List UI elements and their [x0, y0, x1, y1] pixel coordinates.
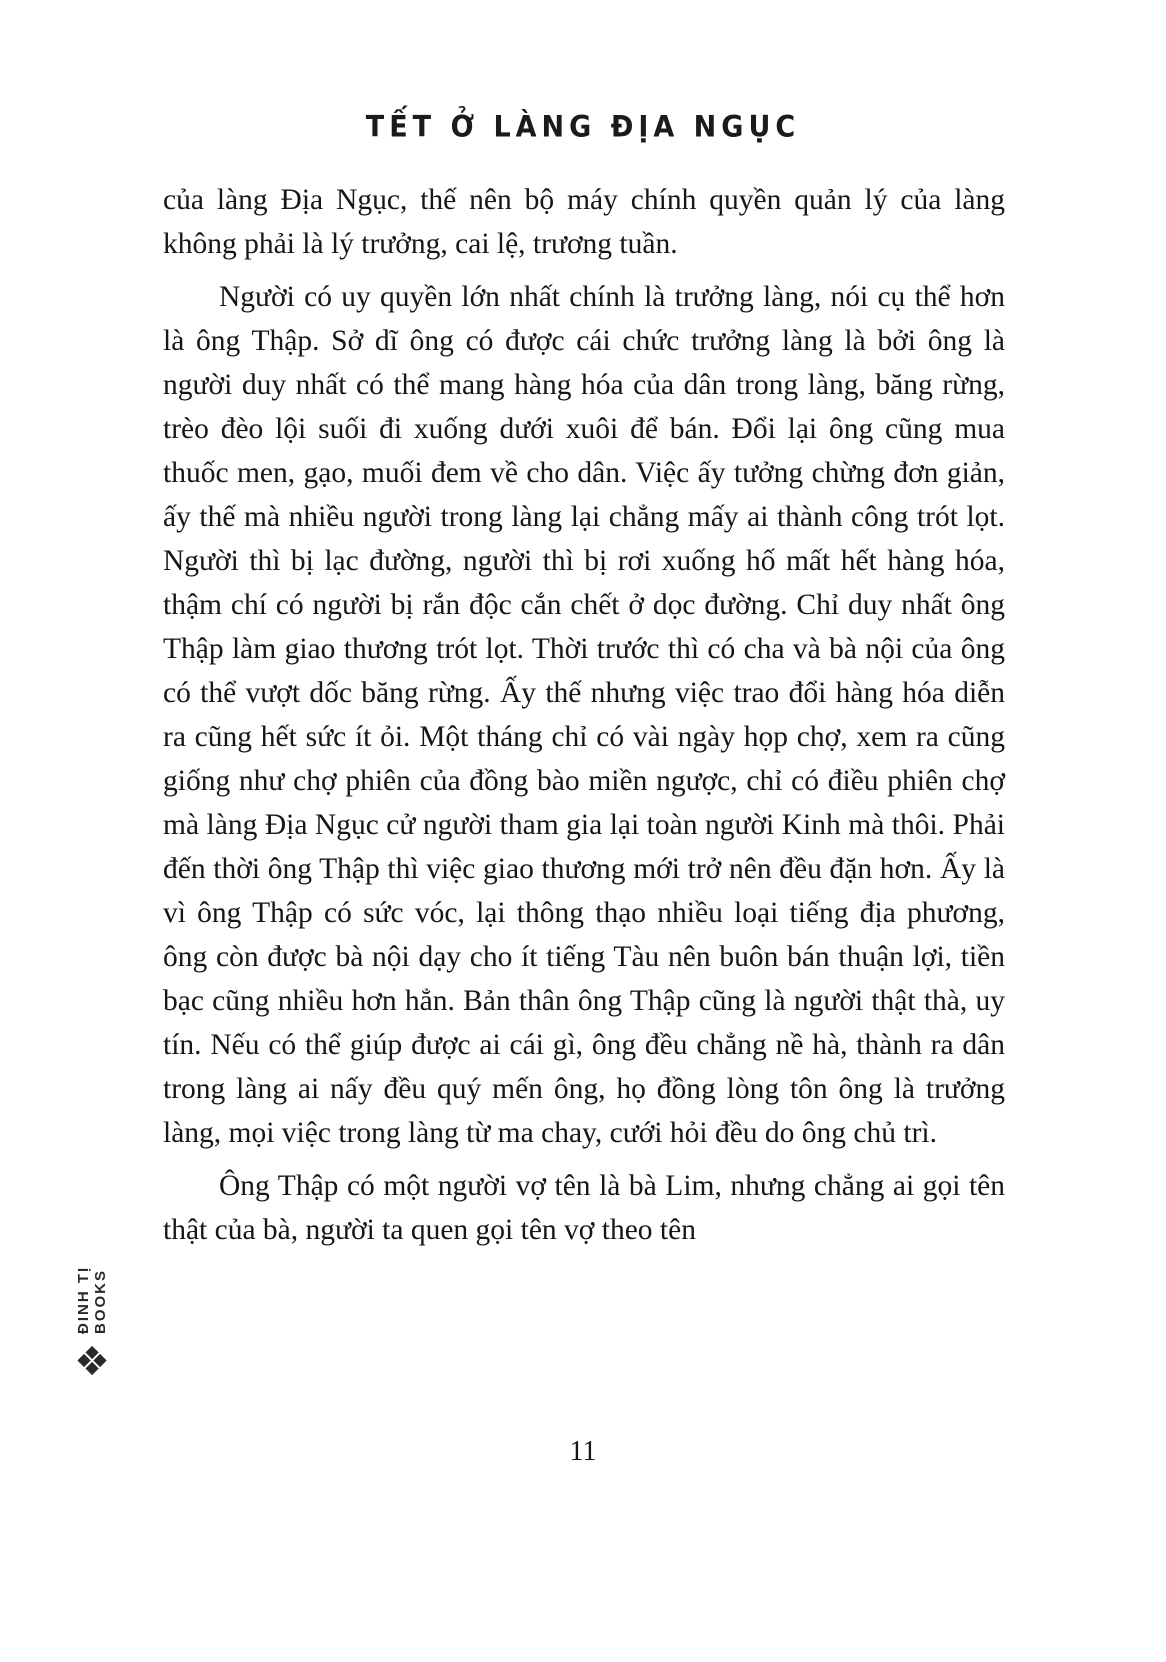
publisher-diamond-logo-icon: ❖	[74, 1339, 110, 1385]
publisher-sidebar	[62, 1222, 122, 1392]
paragraph: Ông Thập có một người vợ tên là bà Lim, nhưng chẳng ai gọi tên thật của bà, người ta quen gọi tên vợ theo tên	[163, 1170, 1005, 1246]
body-text-block	[163, 178, 1005, 1261]
publisher-name-vertical: ĐINH TỊ BOOKS	[75, 1265, 109, 1334]
paragraph: Người có uy quyền lớn nhất chính là trưởng làng, nói cụ thể hơn là ông Thập. Sở dĩ ông có được cái chức trưởng làng là bởi ông là người duy nhất có thể mang hàng hóa của dân trong làng, băng rừng, trèo đèo lội suối đi xuống dưới xuôi để bán. Đổi lại ông cũng mua thuốc men, gạo, muối đem về cho dân. Việc ấy tưởng chừng đơn giản, ấy thế mà nhiều người trong làng lại chẳng mấy ai thành công trót lọt. Người thì bị lạc đường, người thì bị rơi xuống hố mất hết hàng hóa, thậm chí có người bị rắn độc cắn chết ở dọc đường. Chỉ duy nhất ông Thập làm giao thương trót lọt. Thời trước thì có cha và bà nội của ông có thể vượt dốc băng rừng. Ấy thế nhưng việc trao đổi hàng hóa diễn ra cũng hết sức ít ỏi. Một tháng chỉ có vài ngày họp chợ, xem ra cũng giống như chợ phiên của đồng bào miền ngược, chỉ có điều phiên chợ mà làng Địa Ngục cử người tham gia lại toàn người Kinh mà thôi. Phải đến thời ông Thập thì việc giao thương mới trở nên đều đặn hơn. Ấy là vì ông Thập có sức vóc, lại thông thạo nhiều loại tiếng địa phương, ông còn được bà nội dạy cho ít tiếng Tàu nên buôn bán thuận lợi, tiền bạc cũng nhiều hơn hẳn. Bản thân ông Thập cũng là người thật thà, uy tín. Nếu có thể giúp được ai cái gì, ông đều chẳng nề hà, thành ra dân trong làng ai nấy đều quý mến ông, họ đồng lòng tôn ông là trưởng làng, mọi việc trong làng từ ma chay, cưới hỏi đều do ông chủ trì.	[163, 281, 1005, 1149]
page-number: 11	[569, 1436, 597, 1467]
paragraph: của làng Địa Ngục, thế nên bộ máy chính quyền quản lý của làng không phải là lý trưởng, cai lệ, trương tuần.	[163, 184, 1005, 260]
running-head-title: TẾT Ở LÀNG ĐỊA NGỤC	[365, 110, 801, 145]
